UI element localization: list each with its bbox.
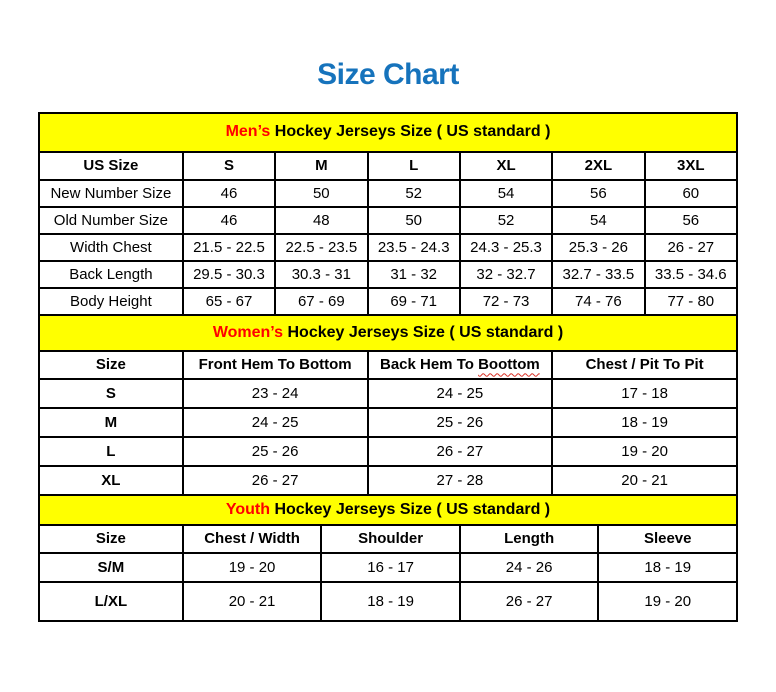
row-label-cell: Width Chest (39, 234, 183, 261)
value-cell: 54 (460, 180, 552, 207)
column-header-cell: S (183, 152, 275, 180)
value-cell: 24 - 25 (183, 408, 368, 437)
youth-section-header (39, 495, 737, 525)
value-cell: 56 (645, 207, 737, 234)
table-row (39, 234, 737, 261)
table-row (39, 180, 737, 207)
womens-section-header (39, 315, 737, 351)
mens-section-accent: Men’s (225, 123, 271, 141)
value-cell: 26 - 27 (368, 437, 553, 466)
row-label-cell: L (39, 437, 183, 466)
value-cell: 30.3 - 31 (275, 261, 367, 288)
value-cell: 24 - 26 (460, 553, 599, 582)
womens-section-header-row (39, 315, 737, 351)
value-cell: 46 (183, 180, 275, 207)
value-cell: 25 - 26 (183, 437, 368, 466)
youth-size-table (38, 494, 738, 622)
value-cell: 69 - 71 (368, 288, 460, 315)
youth-section-accent: Youth (225, 500, 270, 518)
value-cell: 20 - 21 (183, 582, 322, 621)
value-cell: 52 (460, 207, 552, 234)
value-cell: 19 - 20 (183, 553, 322, 582)
value-cell: 18 - 19 (598, 553, 737, 582)
value-cell: 32.7 - 33.5 (552, 261, 644, 288)
row-label-cell: XL (39, 466, 183, 495)
youth-section-header-row (39, 495, 737, 525)
womens-column-header-row (39, 351, 737, 379)
column-header-cell: 2XL (552, 152, 644, 180)
value-cell: 19 - 20 (552, 437, 737, 466)
row-label-cell: Body Height (39, 288, 183, 315)
column-header-cell (368, 351, 553, 379)
row-label-cell: Back Length (39, 261, 183, 288)
value-cell: 52 (368, 180, 460, 207)
misspelled-word: Boottom (478, 356, 540, 374)
value-cell: 18 - 19 (552, 408, 737, 437)
table-row (39, 582, 737, 621)
value-cell: 29.5 - 30.3 (183, 261, 275, 288)
table-row (39, 261, 737, 288)
row-label-cell: Old Number Size (39, 207, 183, 234)
row-label-cell: S/M (39, 553, 183, 582)
value-cell: 25 - 26 (368, 408, 553, 437)
value-cell: 60 (645, 180, 737, 207)
table-row (39, 466, 737, 495)
womens-size-table (38, 314, 738, 496)
row-label-cell: L/XL (39, 582, 183, 621)
womens-section-text: Hockey Jerseys Size ( US standard ) (283, 323, 564, 341)
value-cell: 18 - 19 (321, 582, 460, 621)
value-cell: 19 - 20 (598, 582, 737, 621)
table-row (39, 437, 737, 466)
row-label-cell: S (39, 379, 183, 408)
value-cell: 65 - 67 (183, 288, 275, 315)
value-cell: 56 (552, 180, 644, 207)
youth-section-text: Hockey Jerseys Size ( US standard ) (270, 500, 551, 518)
column-header-cell: Chest / Width (183, 525, 322, 553)
table-row (39, 553, 737, 582)
value-cell: 24.3 - 25.3 (460, 234, 552, 261)
table-row (39, 288, 737, 315)
column-header-cell: Front Hem To Bottom (183, 351, 368, 379)
mens-size-table (38, 112, 738, 316)
column-header-cell: Length (460, 525, 599, 553)
womens-section-accent: Women’s (212, 323, 284, 341)
value-cell: 16 - 17 (321, 553, 460, 582)
value-cell: 21.5 - 22.5 (183, 234, 275, 261)
mens-section-text: Hockey Jerseys Size ( US standard ) (270, 123, 551, 141)
column-header-cell: Shoulder (321, 525, 460, 553)
mens-column-header-row (39, 152, 737, 180)
back-hem-label: Back Hem To (379, 356, 479, 374)
value-cell: 26 - 27 (460, 582, 599, 621)
page-title: Size Chart (317, 58, 459, 91)
column-header-cell: L (368, 152, 460, 180)
mens-section-header (39, 113, 737, 152)
column-header-cell: Chest / Pit To Pit (552, 351, 737, 379)
value-cell: 26 - 27 (183, 466, 368, 495)
value-cell: 46 (183, 207, 275, 234)
value-cell: 25.3 - 26 (552, 234, 644, 261)
value-cell: 54 (552, 207, 644, 234)
column-header-cell: Size (39, 351, 183, 379)
column-header-cell: US Size (39, 152, 183, 180)
value-cell: 50 (275, 180, 367, 207)
value-cell: 72 - 73 (460, 288, 552, 315)
row-label-cell: New Number Size (39, 180, 183, 207)
value-cell: 74 - 76 (552, 288, 644, 315)
value-cell: 23.5 - 24.3 (368, 234, 460, 261)
mens-section-header-row (39, 113, 737, 152)
column-header-cell: M (275, 152, 367, 180)
column-header-cell: Sleeve (598, 525, 737, 553)
row-label-cell: M (39, 408, 183, 437)
table-row (39, 379, 737, 408)
column-header-cell: 3XL (645, 152, 737, 180)
value-cell: 20 - 21 (552, 466, 737, 495)
value-cell: 31 - 32 (368, 261, 460, 288)
value-cell: 77 - 80 (645, 288, 737, 315)
value-cell: 67 - 69 (275, 288, 367, 315)
value-cell: 48 (275, 207, 367, 234)
value-cell: 24 - 25 (368, 379, 553, 408)
value-cell: 32 - 32.7 (460, 261, 552, 288)
table-row (39, 207, 737, 234)
column-header-cell: Size (39, 525, 183, 553)
value-cell: 23 - 24 (183, 379, 368, 408)
value-cell: 50 (368, 207, 460, 234)
table-row (39, 408, 737, 437)
value-cell: 17 - 18 (552, 379, 737, 408)
youth-column-header-row (39, 525, 737, 553)
value-cell: 27 - 28 (368, 466, 553, 495)
column-header-cell: XL (460, 152, 552, 180)
value-cell: 22.5 - 23.5 (275, 234, 367, 261)
value-cell: 33.5 - 34.6 (645, 261, 737, 288)
value-cell: 26 - 27 (645, 234, 737, 261)
